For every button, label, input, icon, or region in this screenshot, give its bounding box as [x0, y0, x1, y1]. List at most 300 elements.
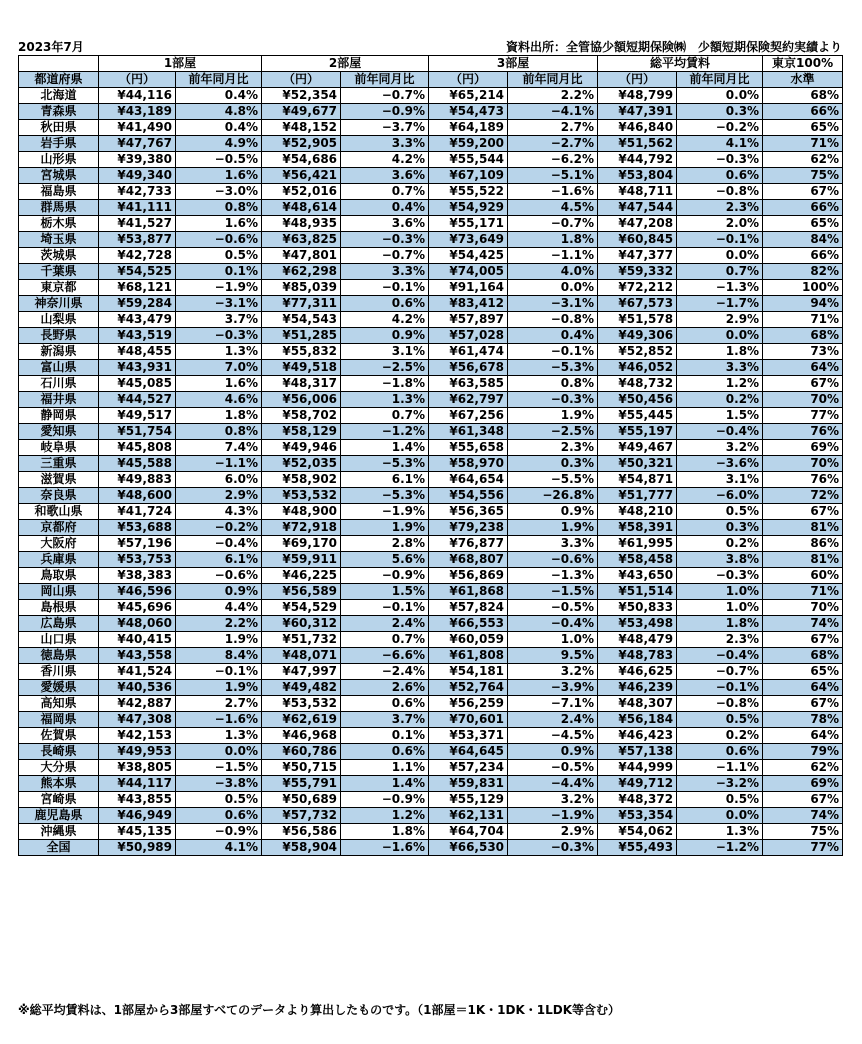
- cell-yoy-3room: 4.5%: [508, 200, 598, 216]
- cell-rent-average: ¥56,184: [598, 712, 677, 728]
- cell-yoy-2room: −0.3%: [341, 232, 429, 248]
- cell-rent-2room: ¥56,586: [262, 824, 341, 840]
- cell-rent-1room: ¥54,525: [99, 264, 176, 280]
- cell-yoy-1room: −0.9%: [176, 824, 262, 840]
- cell-yoy-1room: −3.8%: [176, 776, 262, 792]
- group-header-row: [19, 56, 843, 72]
- cell-rent-2room: ¥48,935: [262, 216, 341, 232]
- cell-rent-2room: ¥85,039: [262, 280, 341, 296]
- cell-yoy-2room: 0.6%: [341, 296, 429, 312]
- cell-tokyo-level: 71%: [763, 584, 843, 600]
- cell-tokyo-level: 62%: [763, 152, 843, 168]
- table-row: [19, 712, 843, 728]
- cell-tokyo-level: 67%: [763, 504, 843, 520]
- cell-tokyo-level: 81%: [763, 552, 843, 568]
- cell-yoy-average: 3.3%: [677, 360, 763, 376]
- cell-yoy-average: 0.0%: [677, 808, 763, 824]
- cell-yoy-1room: −0.2%: [176, 520, 262, 536]
- cell-yoy-3room: −2.7%: [508, 136, 598, 152]
- cell-rent-3room: ¥67,256: [429, 408, 508, 424]
- cell-rent-3room: ¥66,553: [429, 616, 508, 632]
- cell-rent-average: ¥57,138: [598, 744, 677, 760]
- cell-rent-average: ¥53,354: [598, 808, 677, 824]
- cell-yoy-1room: 6.1%: [176, 552, 262, 568]
- cell-yoy-2room: 1.1%: [341, 760, 429, 776]
- cell-tokyo-level: 72%: [763, 488, 843, 504]
- cell-rent-3room: ¥57,028: [429, 328, 508, 344]
- cell-yoy-2room: 0.7%: [341, 408, 429, 424]
- cell-yoy-2room: 3.6%: [341, 168, 429, 184]
- cell-rent-average: ¥50,456: [598, 392, 677, 408]
- cell-yoy-1room: −1.1%: [176, 456, 262, 472]
- cell-rent-3room: ¥76,877: [429, 536, 508, 552]
- table-row: [19, 392, 843, 408]
- cell-rent-2room: ¥46,225: [262, 568, 341, 584]
- group-header-2room: 2部屋: [262, 56, 429, 72]
- cell-rent-2room: ¥51,285: [262, 328, 341, 344]
- cell-rent-2room: ¥53,532: [262, 488, 341, 504]
- cell-prefecture: 鹿児島県: [19, 808, 99, 824]
- cell-yoy-average: 3.1%: [677, 472, 763, 488]
- cell-yoy-1room: 1.8%: [176, 408, 262, 424]
- col-header-yen: （円）: [99, 72, 176, 88]
- cell-rent-3room: ¥67,109: [429, 168, 508, 184]
- cell-rent-average: ¥51,578: [598, 312, 677, 328]
- cell-rent-1room: ¥46,596: [99, 584, 176, 600]
- cell-yoy-2room: −0.7%: [341, 88, 429, 104]
- table-row: [19, 632, 843, 648]
- cell-tokyo-level: 67%: [763, 696, 843, 712]
- cell-rent-2room: ¥52,035: [262, 456, 341, 472]
- cell-yoy-3room: 2.9%: [508, 824, 598, 840]
- cell-tokyo-level: 67%: [763, 792, 843, 808]
- cell-rent-3room: ¥57,897: [429, 312, 508, 328]
- cell-yoy-average: −3.2%: [677, 776, 763, 792]
- cell-prefecture: 大分県: [19, 760, 99, 776]
- cell-rent-average: ¥46,840: [598, 120, 677, 136]
- cell-rent-1room: ¥40,415: [99, 632, 176, 648]
- cell-tokyo-level: 64%: [763, 728, 843, 744]
- cell-yoy-average: 1.0%: [677, 600, 763, 616]
- cell-rent-2room: ¥49,482: [262, 680, 341, 696]
- footnote: ※総平均賃料は、1部屋から3部屋すべてのデータより算出したものです。（1部屋＝1K・1DK・1LDK等含む）: [18, 1003, 621, 1017]
- table-row: [19, 760, 843, 776]
- cell-rent-1room: ¥49,340: [99, 168, 176, 184]
- cell-tokyo-level: 81%: [763, 520, 843, 536]
- cell-rent-average: ¥44,999: [598, 760, 677, 776]
- cell-yoy-3room: −5.3%: [508, 360, 598, 376]
- cell-prefecture: 富山県: [19, 360, 99, 376]
- cell-rent-average: ¥46,423: [598, 728, 677, 744]
- cell-yoy-average: 0.3%: [677, 104, 763, 120]
- column-header-row: [19, 72, 843, 88]
- cell-rent-1room: ¥42,153: [99, 728, 176, 744]
- cell-rent-2room: ¥48,614: [262, 200, 341, 216]
- table-row: [19, 776, 843, 792]
- cell-rent-1room: ¥68,121: [99, 280, 176, 296]
- cell-prefecture: 岩手県: [19, 136, 99, 152]
- cell-yoy-3room: 2.2%: [508, 88, 598, 104]
- table-row: [19, 744, 843, 760]
- cell-yoy-average: 0.5%: [677, 712, 763, 728]
- cell-rent-average: ¥48,732: [598, 376, 677, 392]
- cell-rent-1room: ¥41,490: [99, 120, 176, 136]
- cell-yoy-2room: 3.1%: [341, 344, 429, 360]
- cell-yoy-average: 1.5%: [677, 408, 763, 424]
- cell-yoy-1room: 6.0%: [176, 472, 262, 488]
- cell-yoy-average: 2.0%: [677, 216, 763, 232]
- cell-yoy-2room: 0.6%: [341, 696, 429, 712]
- rent-table: [18, 55, 843, 856]
- cell-rent-2room: ¥69,170: [262, 536, 341, 552]
- cell-prefecture: 群馬県: [19, 200, 99, 216]
- cell-rent-average: ¥53,804: [598, 168, 677, 184]
- cell-yoy-average: 0.3%: [677, 520, 763, 536]
- cell-yoy-average: −0.3%: [677, 152, 763, 168]
- cell-rent-2room: ¥47,801: [262, 248, 341, 264]
- cell-prefecture: 秋田県: [19, 120, 99, 136]
- cell-tokyo-level: 82%: [763, 264, 843, 280]
- cell-tokyo-level: 66%: [763, 200, 843, 216]
- cell-yoy-average: 3.2%: [677, 440, 763, 456]
- cell-prefecture: 福島県: [19, 184, 99, 200]
- cell-yoy-1room: 1.9%: [176, 680, 262, 696]
- cell-yoy-2room: −1.8%: [341, 376, 429, 392]
- cell-yoy-3room: 3.2%: [508, 664, 598, 680]
- cell-yoy-2room: 1.5%: [341, 584, 429, 600]
- cell-rent-1room: ¥51,754: [99, 424, 176, 440]
- cell-yoy-average: −0.8%: [677, 696, 763, 712]
- cell-yoy-average: 0.7%: [677, 264, 763, 280]
- cell-yoy-1room: 0.0%: [176, 744, 262, 760]
- cell-yoy-average: 0.6%: [677, 744, 763, 760]
- cell-prefecture: 徳島県: [19, 648, 99, 664]
- table-row: [19, 104, 843, 120]
- cell-rent-3room: ¥54,929: [429, 200, 508, 216]
- cell-rent-2room: ¥60,786: [262, 744, 341, 760]
- cell-yoy-average: 4.1%: [677, 136, 763, 152]
- cell-rent-3room: ¥58,970: [429, 456, 508, 472]
- cell-yoy-3room: 0.4%: [508, 328, 598, 344]
- cell-yoy-2room: 2.8%: [341, 536, 429, 552]
- group-header-3room: 3部屋: [429, 56, 598, 72]
- cell-yoy-average: −0.1%: [677, 232, 763, 248]
- cell-yoy-1room: −0.4%: [176, 536, 262, 552]
- cell-tokyo-level: 64%: [763, 360, 843, 376]
- cell-yoy-2room: −1.9%: [341, 504, 429, 520]
- cell-yoy-1room: −1.5%: [176, 760, 262, 776]
- cell-rent-2room: ¥49,677: [262, 104, 341, 120]
- cell-yoy-2room: −0.1%: [341, 600, 429, 616]
- table-row: [19, 696, 843, 712]
- cell-rent-1room: ¥39,380: [99, 152, 176, 168]
- cell-tokyo-level: 60%: [763, 568, 843, 584]
- table-row: [19, 424, 843, 440]
- cell-yoy-2room: 1.4%: [341, 440, 429, 456]
- cell-rent-2room: ¥59,911: [262, 552, 341, 568]
- cell-yoy-1room: 1.3%: [176, 728, 262, 744]
- cell-yoy-3room: 1.8%: [508, 232, 598, 248]
- cell-yoy-average: 0.5%: [677, 504, 763, 520]
- cell-yoy-1room: 0.5%: [176, 792, 262, 808]
- cell-yoy-2room: 0.9%: [341, 328, 429, 344]
- cell-yoy-1room: 1.6%: [176, 376, 262, 392]
- cell-prefecture: 長野県: [19, 328, 99, 344]
- cell-yoy-3room: −3.9%: [508, 680, 598, 696]
- cell-prefecture: 岐阜県: [19, 440, 99, 456]
- cell-yoy-average: −1.7%: [677, 296, 763, 312]
- cell-yoy-average: 0.2%: [677, 728, 763, 744]
- cell-tokyo-level: 100%: [763, 280, 843, 296]
- cell-tokyo-level: 65%: [763, 664, 843, 680]
- cell-rent-1room: ¥41,111: [99, 200, 176, 216]
- cell-rent-average: ¥48,783: [598, 648, 677, 664]
- cell-prefecture: 宮崎県: [19, 792, 99, 808]
- cell-yoy-average: −0.4%: [677, 424, 763, 440]
- cell-rent-1room: ¥46,949: [99, 808, 176, 824]
- cell-rent-1room: ¥41,527: [99, 216, 176, 232]
- table-row: [19, 728, 843, 744]
- cell-yoy-average: 0.0%: [677, 248, 763, 264]
- cell-rent-3room: ¥70,601: [429, 712, 508, 728]
- cell-rent-3room: ¥55,522: [429, 184, 508, 200]
- cell-yoy-average: 3.8%: [677, 552, 763, 568]
- col-header-yoy: 前年同月比: [341, 72, 429, 88]
- cell-rent-3room: ¥56,365: [429, 504, 508, 520]
- cell-yoy-3room: −0.1%: [508, 344, 598, 360]
- cell-rent-1room: ¥44,117: [99, 776, 176, 792]
- cell-yoy-3room: 9.5%: [508, 648, 598, 664]
- cell-tokyo-level: 70%: [763, 600, 843, 616]
- cell-yoy-1room: 1.3%: [176, 344, 262, 360]
- cell-yoy-2room: −2.5%: [341, 360, 429, 376]
- cell-rent-2room: ¥55,832: [262, 344, 341, 360]
- cell-rent-1room: ¥41,724: [99, 504, 176, 520]
- cell-tokyo-level: 68%: [763, 648, 843, 664]
- cell-yoy-average: −1.2%: [677, 840, 763, 856]
- table-row: [19, 280, 843, 296]
- cell-yoy-3room: −0.7%: [508, 216, 598, 232]
- cell-tokyo-level: 79%: [763, 744, 843, 760]
- cell-rent-average: ¥44,792: [598, 152, 677, 168]
- cell-yoy-1room: 0.1%: [176, 264, 262, 280]
- table-row: [19, 88, 843, 104]
- cell-tokyo-level: 74%: [763, 616, 843, 632]
- cell-yoy-1room: 4.6%: [176, 392, 262, 408]
- col-header-yoy: 前年同月比: [508, 72, 598, 88]
- cell-rent-2room: ¥77,311: [262, 296, 341, 312]
- cell-prefecture: 新潟県: [19, 344, 99, 360]
- cell-rent-3room: ¥91,164: [429, 280, 508, 296]
- cell-rent-average: ¥53,498: [598, 616, 677, 632]
- cell-prefecture: 愛媛県: [19, 680, 99, 696]
- cell-yoy-1room: 4.4%: [176, 600, 262, 616]
- cell-rent-3room: ¥54,181: [429, 664, 508, 680]
- cell-yoy-1room: −3.0%: [176, 184, 262, 200]
- table-row: [19, 360, 843, 376]
- cell-rent-average: ¥46,625: [598, 664, 677, 680]
- cell-prefecture: 石川県: [19, 376, 99, 392]
- cell-yoy-3room: 0.8%: [508, 376, 598, 392]
- cell-prefecture: 全国: [19, 840, 99, 856]
- cell-rent-average: ¥54,871: [598, 472, 677, 488]
- cell-rent-3room: ¥62,131: [429, 808, 508, 824]
- cell-rent-1room: ¥43,558: [99, 648, 176, 664]
- cell-rent-average: ¥46,052: [598, 360, 677, 376]
- cell-yoy-1room: 0.9%: [176, 584, 262, 600]
- cell-rent-1room: ¥43,479: [99, 312, 176, 328]
- table-row: [19, 792, 843, 808]
- cell-yoy-2room: −0.1%: [341, 280, 429, 296]
- table-row: [19, 184, 843, 200]
- cell-yoy-1room: 7.0%: [176, 360, 262, 376]
- cell-rent-2room: ¥54,686: [262, 152, 341, 168]
- cell-yoy-1room: 4.3%: [176, 504, 262, 520]
- cell-rent-1room: ¥44,527: [99, 392, 176, 408]
- cell-prefecture: 沖縄県: [19, 824, 99, 840]
- cell-rent-2room: ¥48,317: [262, 376, 341, 392]
- table-row: [19, 312, 843, 328]
- col-header-yoy: 前年同月比: [176, 72, 262, 88]
- cell-rent-3room: ¥79,238: [429, 520, 508, 536]
- cell-rent-3room: ¥64,654: [429, 472, 508, 488]
- cell-rent-3room: ¥52,764: [429, 680, 508, 696]
- cell-rent-1room: ¥50,989: [99, 840, 176, 856]
- cell-rent-3room: ¥61,474: [429, 344, 508, 360]
- cell-yoy-3room: 2.4%: [508, 712, 598, 728]
- cell-yoy-1room: 0.8%: [176, 200, 262, 216]
- cell-rent-3room: ¥61,868: [429, 584, 508, 600]
- cell-rent-1room: ¥42,728: [99, 248, 176, 264]
- cell-rent-3room: ¥60,059: [429, 632, 508, 648]
- cell-yoy-2room: 2.4%: [341, 616, 429, 632]
- cell-prefecture: 埼玉県: [19, 232, 99, 248]
- table-row: [19, 264, 843, 280]
- cell-rent-average: ¥48,711: [598, 184, 677, 200]
- cell-rent-1room: ¥48,600: [99, 488, 176, 504]
- group-header-1room: 1部屋: [99, 56, 262, 72]
- cell-yoy-1room: −0.6%: [176, 232, 262, 248]
- cell-tokyo-level: 69%: [763, 776, 843, 792]
- cell-rent-1room: ¥53,688: [99, 520, 176, 536]
- cell-rent-2room: ¥63,825: [262, 232, 341, 248]
- cell-rent-1room: ¥45,808: [99, 440, 176, 456]
- cell-prefecture: 山梨県: [19, 312, 99, 328]
- cell-yoy-2room: −2.4%: [341, 664, 429, 680]
- cell-rent-2room: ¥46,968: [262, 728, 341, 744]
- cell-yoy-1room: 3.7%: [176, 312, 262, 328]
- cell-rent-2room: ¥49,518: [262, 360, 341, 376]
- cell-rent-average: ¥49,306: [598, 328, 677, 344]
- cell-prefecture: 千葉県: [19, 264, 99, 280]
- cell-prefecture: 神奈川県: [19, 296, 99, 312]
- cell-prefecture: 鳥取県: [19, 568, 99, 584]
- group-header-tokyo: 東京100%: [763, 56, 843, 72]
- cell-prefecture: 東京都: [19, 280, 99, 296]
- cell-rent-2room: ¥60,312: [262, 616, 341, 632]
- table-row: [19, 824, 843, 840]
- cell-rent-average: ¥61,995: [598, 536, 677, 552]
- cell-rent-2room: ¥52,905: [262, 136, 341, 152]
- cell-rent-2room: ¥57,732: [262, 808, 341, 824]
- cell-yoy-1room: 4.8%: [176, 104, 262, 120]
- cell-yoy-3room: −26.8%: [508, 488, 598, 504]
- table-row: [19, 168, 843, 184]
- cell-rent-average: ¥59,332: [598, 264, 677, 280]
- cell-yoy-3room: −0.5%: [508, 600, 598, 616]
- cell-yoy-3room: −1.9%: [508, 808, 598, 824]
- cell-prefecture: 大阪府: [19, 536, 99, 552]
- table-row: [19, 232, 843, 248]
- cell-yoy-1room: 2.2%: [176, 616, 262, 632]
- cell-yoy-2room: 0.7%: [341, 184, 429, 200]
- cell-yoy-3room: −0.5%: [508, 760, 598, 776]
- cell-yoy-3room: −5.1%: [508, 168, 598, 184]
- cell-tokyo-level: 76%: [763, 424, 843, 440]
- cell-yoy-average: 0.0%: [677, 328, 763, 344]
- cell-tokyo-level: 76%: [763, 472, 843, 488]
- cell-yoy-1room: 7.4%: [176, 440, 262, 456]
- table-row: [19, 328, 843, 344]
- cell-prefecture: 山形県: [19, 152, 99, 168]
- cell-rent-1room: ¥45,588: [99, 456, 176, 472]
- col-header-yen: （円）: [429, 72, 508, 88]
- cell-prefecture: 岡山県: [19, 584, 99, 600]
- cell-yoy-2room: 2.6%: [341, 680, 429, 696]
- cell-yoy-2room: −1.6%: [341, 840, 429, 856]
- cell-yoy-2room: −0.7%: [341, 248, 429, 264]
- cell-rent-2room: ¥48,071: [262, 648, 341, 664]
- cell-yoy-1room: −3.1%: [176, 296, 262, 312]
- cell-prefecture: 栃木県: [19, 216, 99, 232]
- cell-rent-average: ¥47,544: [598, 200, 677, 216]
- cell-yoy-2room: 3.3%: [341, 264, 429, 280]
- cell-rent-average: ¥67,573: [598, 296, 677, 312]
- cell-yoy-3room: −0.3%: [508, 392, 598, 408]
- cell-rent-average: ¥46,239: [598, 680, 677, 696]
- cell-rent-average: ¥43,650: [598, 568, 677, 584]
- cell-rent-2room: ¥49,946: [262, 440, 341, 456]
- cell-yoy-average: 0.5%: [677, 792, 763, 808]
- cell-tokyo-level: 75%: [763, 168, 843, 184]
- cell-yoy-2room: 6.1%: [341, 472, 429, 488]
- cell-tokyo-level: 70%: [763, 456, 843, 472]
- cell-tokyo-level: 69%: [763, 440, 843, 456]
- cell-yoy-2room: 5.6%: [341, 552, 429, 568]
- cell-rent-1room: ¥45,696: [99, 600, 176, 616]
- cell-rent-1room: ¥49,883: [99, 472, 176, 488]
- cell-yoy-3room: 0.3%: [508, 456, 598, 472]
- cell-yoy-2room: −0.9%: [341, 104, 429, 120]
- cell-prefecture: 京都府: [19, 520, 99, 536]
- table-row: [19, 552, 843, 568]
- cell-rent-3room: ¥68,807: [429, 552, 508, 568]
- cell-rent-1room: ¥43,189: [99, 104, 176, 120]
- cell-yoy-1room: 0.4%: [176, 88, 262, 104]
- cell-rent-average: ¥58,458: [598, 552, 677, 568]
- cell-yoy-3room: −1.5%: [508, 584, 598, 600]
- table-row: [19, 568, 843, 584]
- cell-prefecture: 長崎県: [19, 744, 99, 760]
- cell-rent-average: ¥48,799: [598, 88, 677, 104]
- cell-yoy-1room: 4.1%: [176, 840, 262, 856]
- cell-rent-2room: ¥50,715: [262, 760, 341, 776]
- cell-rent-average: ¥50,321: [598, 456, 677, 472]
- cell-rent-3room: ¥54,556: [429, 488, 508, 504]
- cell-rent-3room: ¥59,831: [429, 776, 508, 792]
- cell-yoy-3room: −4.4%: [508, 776, 598, 792]
- cell-prefecture: 兵庫県: [19, 552, 99, 568]
